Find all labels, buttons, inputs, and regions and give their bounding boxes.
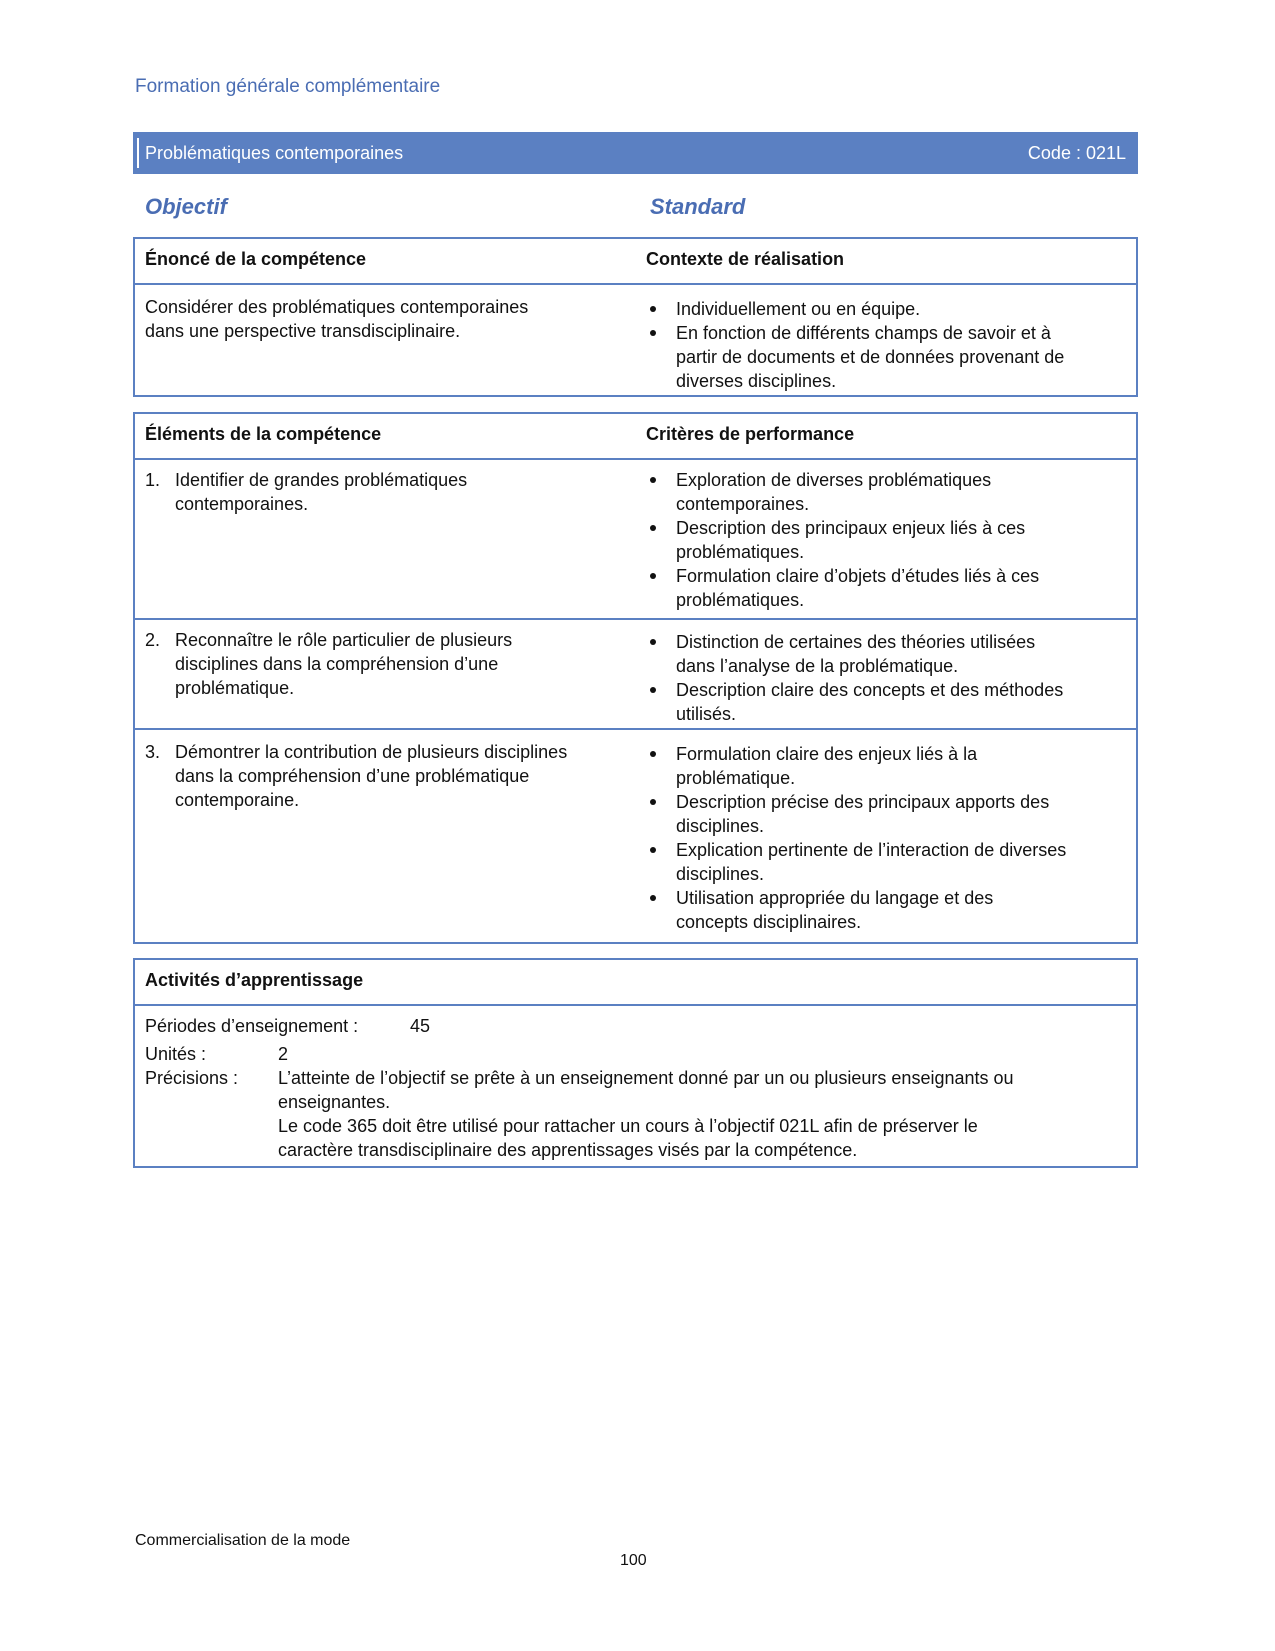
elements-box-header: [135, 414, 1136, 460]
criterion-item: Description claire des concepts et des méthodes utilisés.: [646, 678, 1126, 726]
element-number: 3.: [145, 742, 161, 762]
activities-box-header: [135, 960, 1136, 1006]
activities-heading: Activités d’apprentissage: [145, 970, 364, 990]
context-item: En fonction de différents champs de savoir et à partir de documents et de données provenant de diverses disciplines.: [646, 321, 1116, 393]
context-item: Individuellement ou en équipe.: [646, 297, 1116, 321]
competence-box-header: [135, 239, 1136, 285]
context-heading: Contexte de réalisation: [646, 249, 845, 269]
header-divider: [137, 138, 139, 168]
criteria-heading: Critères de performance: [646, 424, 855, 444]
statement-line: dans une perspective transdisciplinaire.: [145, 321, 461, 341]
competence-statement: [145, 295, 528, 343]
criterion-item: Explication pertinente de l’interaction de diverses disciplines.: [646, 838, 1126, 886]
activities-box: [133, 958, 1138, 1168]
objective-label: Objectif: [145, 194, 227, 219]
standard-label: Standard: [650, 194, 746, 219]
criteria-list: [646, 630, 1126, 726]
criterion-item: Exploration de diverses problématiques contemporaines.: [646, 468, 1126, 516]
statement-line: Considérer des problématiques contemporaines: [145, 297, 529, 317]
criteria-list: [646, 468, 1126, 612]
competence-box: [133, 237, 1138, 397]
element-number: 2.: [145, 630, 161, 650]
element-text: Reconnaître le rôle particulier de plusieurs disciplines dans la compréhension d’une problématique.: [175, 630, 513, 698]
criterion-item: Utilisation appropriée du langage et des concepts disciplinaires.: [646, 886, 1126, 934]
section-title: Formation générale complémentaire: [135, 76, 441, 97]
precisions-label: Précisions :: [145, 1068, 239, 1088]
elements-box: [133, 412, 1138, 944]
objective-code: Code : 021L: [1027, 142, 1126, 163]
units-label: Unités :: [145, 1044, 207, 1064]
criterion-item: Formulation claire des enjeux liés à la problématique.: [646, 742, 1126, 790]
footer-program: Commercialisation de la mode: [135, 1532, 351, 1549]
criterion-item: Description précise des principaux apports des disciplines.: [646, 790, 1126, 838]
element-text: Identifier de grandes problématiques contemporaines.: [175, 470, 468, 514]
criterion-item: Distinction de certaines des théories utilisées dans l’analyse de la problématique.: [646, 630, 1126, 678]
periods-label: Périodes d’enseignement :: [145, 1016, 359, 1036]
units-value: 2: [278, 1044, 289, 1064]
competence-statement-heading: Énoncé de la compétence: [145, 249, 367, 269]
elements-heading: Éléments de la compétence: [145, 424, 382, 444]
row-divider: [135, 728, 1136, 730]
objective-title: Problématiques contemporaines: [145, 142, 404, 163]
precisions-text: L’atteinte de l’objectif se prête à un enseignement donné par un ou plusieurs enseignants ou enseignantes. Le code 365 doit être utilisé pour rattacher un cours à l’objectif 021L afin de préserver le caractère transdisciplinaire des apprentissages visés par la compétence.: [278, 1068, 1014, 1160]
row-divider: [135, 618, 1136, 620]
periods-value: 45: [410, 1016, 431, 1036]
criteria-list: [646, 742, 1126, 934]
objective-header-bar: [133, 132, 1138, 174]
criterion-item: Formulation claire d’objets d’études liés à ces problématiques.: [646, 564, 1126, 612]
page-number: 100: [620, 1552, 647, 1569]
element-number: 1.: [145, 470, 161, 490]
context-list: [646, 297, 1116, 393]
element-text: Démontrer la contribution de plusieurs disciplines dans la compréhension d’une problématique contemporaine.: [175, 742, 568, 810]
criterion-item: Description des principaux enjeux liés à ces problématiques.: [646, 516, 1126, 564]
